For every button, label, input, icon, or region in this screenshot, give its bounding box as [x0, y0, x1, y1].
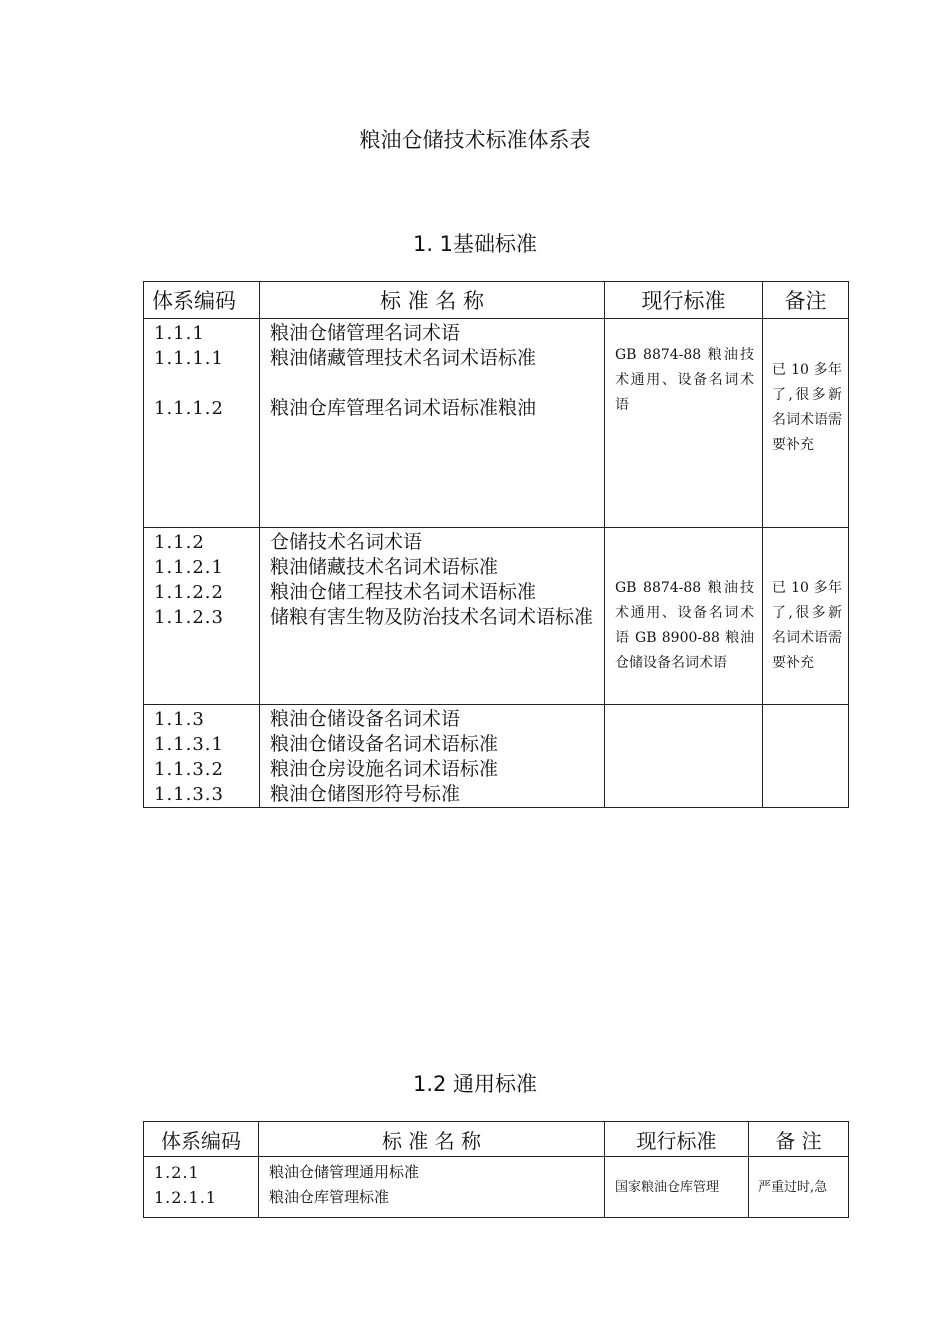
- header-code: 体系编码: [144, 1122, 259, 1157]
- code: 1.1.3.2: [154, 759, 224, 780]
- document-title: 粮油仓储技术标准体系表: [359, 128, 591, 152]
- code: 1.1.3.1: [154, 734, 224, 755]
- code-cell: [144, 1157, 259, 1218]
- general-standards-table: [143, 1121, 849, 1218]
- table-header-row: [144, 1122, 849, 1157]
- code: 1.2.1: [154, 1163, 200, 1182]
- name-cell: [260, 319, 605, 528]
- table-header-row: [144, 282, 849, 319]
- standard-name: 粮油仓储图形符号标准: [270, 783, 461, 805]
- standard-name: 粮油仓房设施名词术语标准: [270, 758, 499, 780]
- note-cell: [763, 319, 849, 528]
- standard-name: 粮油储藏技术名词术语标准: [270, 556, 499, 578]
- standard-name: 仓储技术名词术语: [270, 531, 423, 553]
- standard-name: 粮油仓储管理名词术语: [270, 322, 461, 344]
- current-standard-cell: [605, 528, 763, 705]
- note: 已 10 多年了,很多新名词术语需要补充: [772, 580, 842, 671]
- header-note: 备注: [763, 282, 849, 319]
- standard-name: 粮油仓库管理名词术语标准粮油: [270, 397, 537, 419]
- name-cell: [259, 1157, 605, 1218]
- current-standard: 国家粮油仓库管理: [615, 1179, 720, 1195]
- code-cell: [144, 319, 260, 528]
- header-current-standard: 现行标准: [605, 1122, 749, 1157]
- note: 严重过时,急: [758, 1179, 828, 1195]
- table-row: [144, 1157, 849, 1218]
- standard-name: 储粮有害生物及防治技术名词术语标准: [270, 606, 594, 628]
- code-cell: [144, 705, 260, 808]
- table-row: [144, 319, 849, 528]
- basic-standards-table: [143, 281, 849, 808]
- standard-name: 粮油仓库管理标准: [269, 1188, 390, 1206]
- code: 1.1.3: [154, 709, 205, 730]
- current-standard: GB 8874-88 粮油技术通用、设备名词术语 GB 8900-88 粮油仓储设备名词术语: [615, 580, 754, 671]
- section-heading-general: 1.2 通用标准: [412, 1072, 538, 1096]
- note-cell: [749, 1157, 849, 1218]
- standard-name: 粮油仓储管理通用标准: [269, 1163, 420, 1181]
- name-cell: [260, 528, 605, 705]
- section-heading-basic: 1. 1基础标准: [412, 232, 538, 256]
- note-cell: [763, 705, 849, 808]
- code: 1.2.1.1: [154, 1188, 217, 1207]
- current-standard: GB 8874-88 粮油技术通用、设备名词术语: [615, 347, 754, 413]
- current-standard-cell: [605, 705, 763, 808]
- table-row: [144, 705, 849, 808]
- code: 1.1.1: [154, 323, 205, 344]
- header-name: 标 准 名 称: [260, 282, 605, 319]
- header-name: 标 准 名 称: [259, 1122, 605, 1157]
- current-standard-cell: [605, 319, 763, 528]
- code: 1.1.2.1: [154, 557, 224, 578]
- code: 1.1.3.3: [154, 784, 224, 805]
- code: 1.1.1.1: [154, 348, 224, 369]
- code: 1.1.2.3: [154, 607, 224, 628]
- header-note: 备 注: [749, 1122, 849, 1157]
- header-code: 体系编码: [144, 282, 260, 319]
- standard-name: 粮油仓储设备名词术语标准: [270, 733, 499, 755]
- code: 1.1.2.2: [154, 582, 224, 603]
- note-cell: [763, 528, 849, 705]
- name-cell: [260, 705, 605, 808]
- standard-name: 粮油仓储工程技术名词术语标准: [270, 581, 537, 603]
- note: 已 10 多年了,很多新名词术语需要补充: [772, 362, 842, 453]
- code: 1.1.2: [154, 532, 205, 553]
- standard-name: 粮油储藏管理技术名词术语标准: [270, 347, 537, 369]
- table-row: [144, 528, 849, 705]
- header-current-standard: 现行标准: [605, 282, 763, 319]
- code-cell: [144, 528, 260, 705]
- current-standard-cell: [605, 1157, 749, 1218]
- code: 1.1.1.2: [154, 398, 224, 419]
- standard-name: 粮油仓储设备名词术语: [270, 708, 461, 730]
